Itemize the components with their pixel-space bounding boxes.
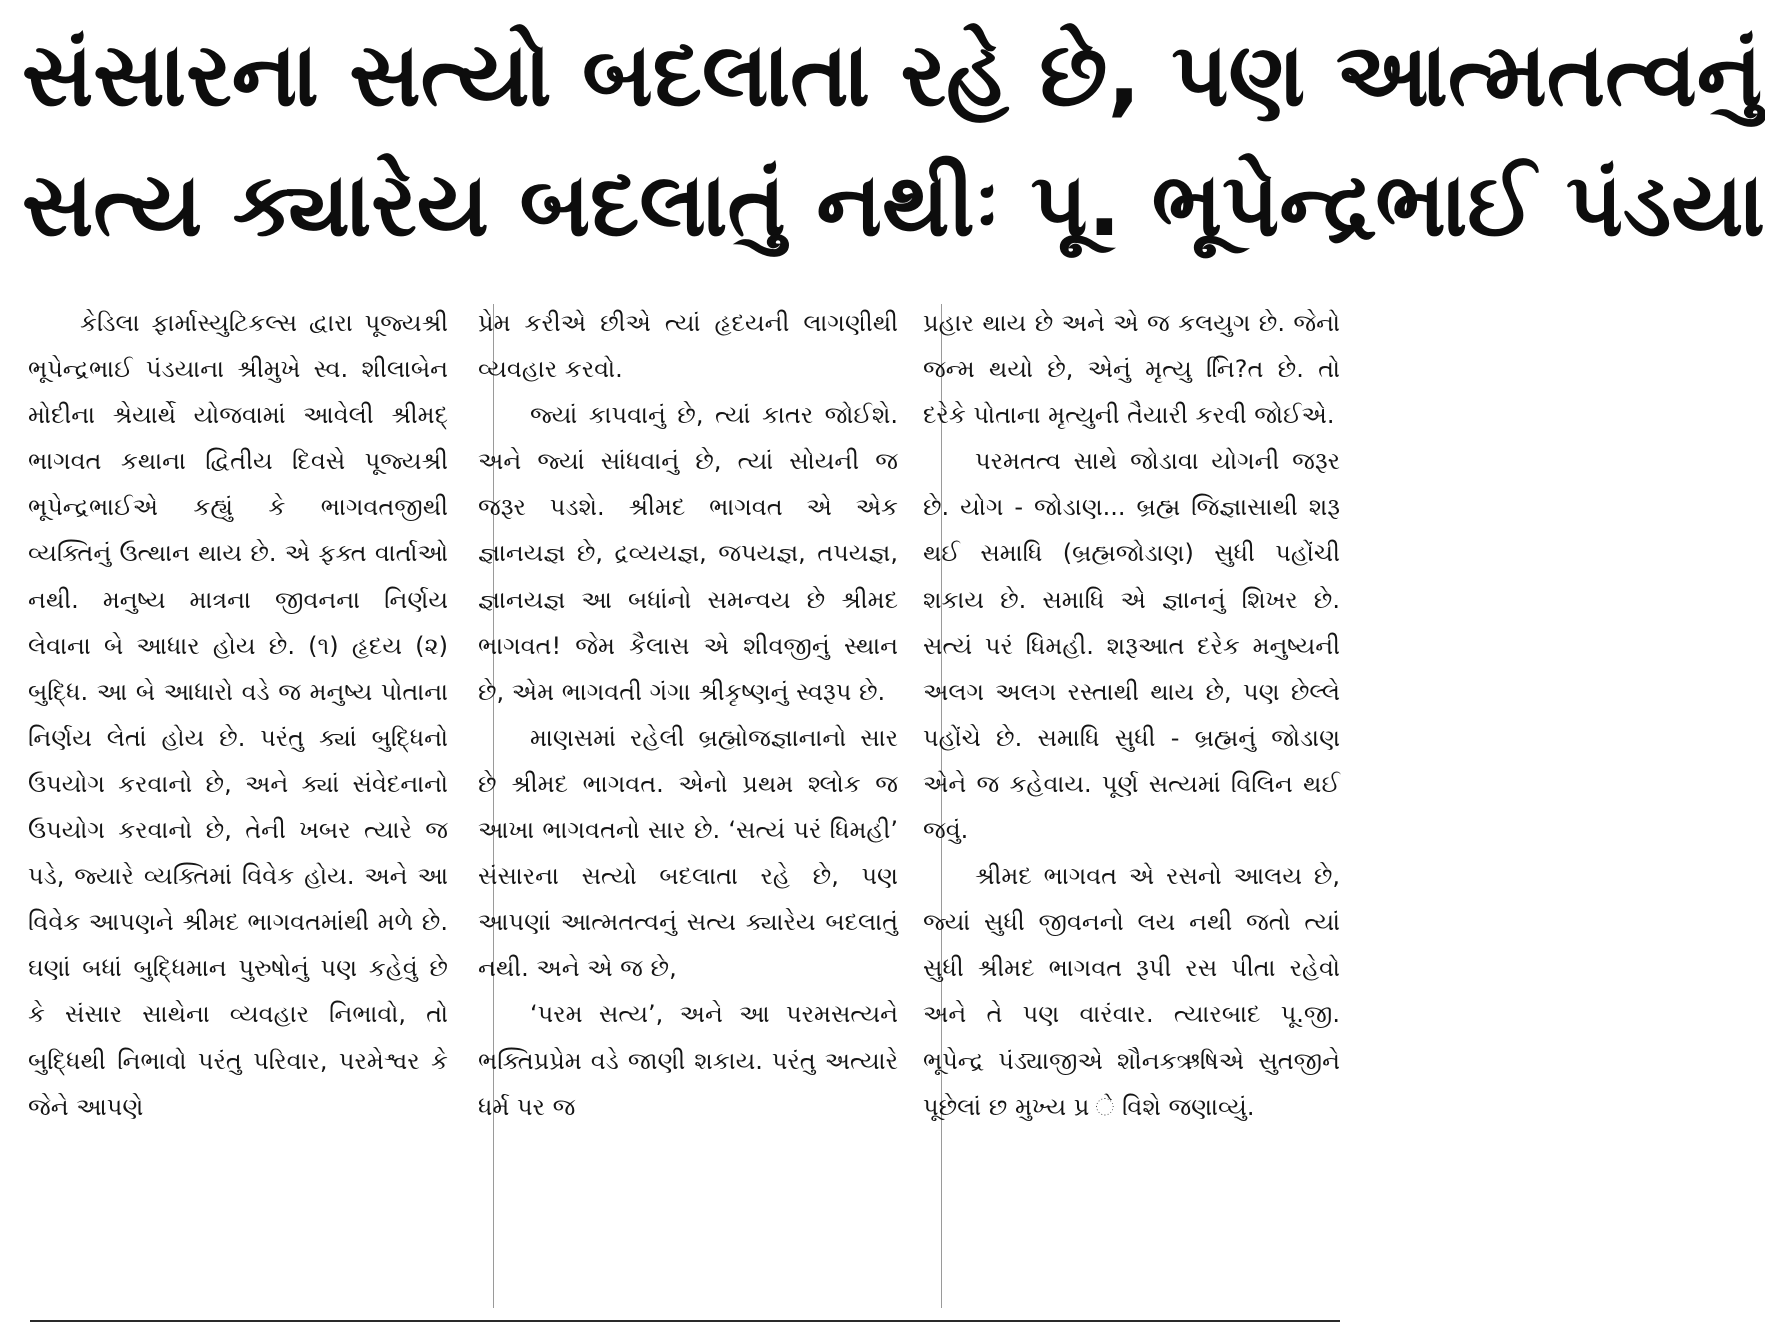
bottom-divider — [30, 1320, 1340, 1322]
article-paragraph: શ્રીમદ ભાગવત એ રસનો આલય છે, જ્યાં સુધી જીવનનો લય નથી જતો ત્યાં સુધી શ્રીમદ ભાગવત રૂપી રસ પીતા રહેવો અને તે પણ વારંવાર. ત્યારબાદ પૂ.જી. ભૂપેન્દ્ર પંડ્યાજીએ શૌનકઋષિએ સુતજીને પૂછેલાં છ મુખ્ય પ્ર ે વિશે જણાવ્યું. — [923, 862, 1340, 1121]
article-column-1 — [28, 300, 448, 1312]
article-paragraph: પ્રહાર થાય છે અને એ જ કલયુગ છે. જેનો જન્મ થયો છે, એનું મૃત્યુ નિિ?ત છે. તો દરેકે પોતાના મૃત્યુની તૈયારી કરવી જોઈએ. — [923, 309, 1340, 430]
headline — [22, 10, 1765, 278]
article-paragraph: પ્રેમ કરીએ છીએ ત્યાં હૃદયની લાગણીથી વ્યવહાર કરવો. — [478, 309, 898, 384]
article-body — [28, 300, 1340, 1312]
article-paragraph: જ્યાં કાપવાનું છે, ત્યાં કાતર જોઈશે. અને જ્યાં સાંધવાનું છે, ત્યાં સોયની જ જરૂર પડશે. શ્રીમદ ભાગવત એ એક જ્ઞાનયજ્ઞ છે, દ્રવ્યયજ્ઞ, જપયજ્ઞ, તપયજ્ઞ, જ્ઞાનયજ્ઞ આ બધાંનો સમન્વય છે શ્રીમદ ભાગવત! જેમ કૈલાસ એ શીવજીનું સ્થાન છે, એમ ભાગવતી ગંગા શ્રીકૃષ્ણનું સ્વરૂપ છે. — [478, 401, 898, 706]
headline-line-2: સત્ય ક્યારેય બદલાતું નથીઃ પૂ. ભૂપેન્દ્રભાઈ પંડયા — [22, 153, 1765, 256]
headline-line-1: સંસારના સત્યો બદલાતા રહે છે, પણ આત્મતત્વનું — [22, 23, 1763, 126]
article-column-3 — [923, 300, 1340, 1312]
article-paragraph: ‘પરમ સત્ય’, અને આ પરમસત્યને ભક્તિપ્રપ્રેમ વડે જાણી શકાય. પરંતુ અત્યારે ધર્મ પર જ — [478, 1000, 898, 1121]
article-column-2 — [478, 300, 898, 1312]
article-paragraph: પરમતત્વ સાથે જોડાવા યોગની જરૂર છે. યોગ - જોડાણ... બ્રહ્મ જિજ્ઞાસાથી શરૂ થઈ સમાધિ (બ્રહ્મજોડાણ) સુધી પહોંચી શકાય છે. સમાધિ એ જ્ઞાનનું શિખર છે. સત્યં પરં ધિમહી. શરૂઆત દરેક મનુષ્યની અલગ અલગ રસ્તાથી થાય છે, પણ છેલ્લે પહોંચે છે. સમાધિ સુધી - બ્રહ્મનું જોડાણ એને જ કહેવાય. પૂર્ણ સત્યમાં વિલિન થઈ જવું. — [923, 447, 1340, 845]
article-paragraph: કેડિલા ફાર્માસ્યુટિકલ્સ દ્વારા પૂજ્યશ્રી ભૂપેન્દ્રભાઈ પંડયાના શ્રીમુખે સ્વ. શીલાબેન મોદીના શ્રેયાર્થે યોજવામાં આવેલી શ્રીમદ્ ભાગવત કથાના દ્વિતીય દિવસે પૂજ્યશ્રી ભૂપેન્દ્રભાઈએ કહ્યું કે ભાગવતજીથી વ્યક્તિનું ઉત્થાન થાય છે. એ ફક્ત વાર્તાઓ નથી. મનુષ્ય માત્રના જીવનના નિર્ણય લેવાના બે આધાર હોય છે. (૧) હૃદય (૨) બુદ્ધિ. આ બે આધારો વડે જ મનુષ્ય પોતાના નિર્ણય લેતાં હોય છે. પરંતુ ક્યાં બુદ્ધિનો ઉપયોગ કરવાનો છે, અને ક્યાં સંવેદનાનો ઉપયોગ કરવાનો છે, તેની ખબર ત્યારે જ પડે, જ્યારે વ્યક્તિમાં વિવેક હોય. અને આ વિવેક આપણને શ્રીમદ ભાગવતમાંથી મળે છે. ઘણાં બધાં બુદ્ધિમાન પુરુષોનું પણ કહેવું છે કે સંસાર સાથેના વ્યવહાર નિભાવો, તો બુદ્ધિથી નિભાવો પરંતુ પરિવાર, પરમેશ્વર કે જેને આપણે — [28, 309, 448, 1121]
article-paragraph: માણસમાં રહેલી બ્રહ્મોજજ્ઞાનાનો સાર છે શ્રીમદ ભાગવત. એનો પ્રથમ શ્લોક જ આખા ભાગવતનો સાર છે. ‘સત્યં પરં ધિમહી’ સંસારના સત્યો બદલાતા રહે છે, પણ આપણાં આત્મતત્વનું સત્ય ક્યારેય બદલાતું નથી. અને એ જ છે, — [478, 723, 898, 983]
